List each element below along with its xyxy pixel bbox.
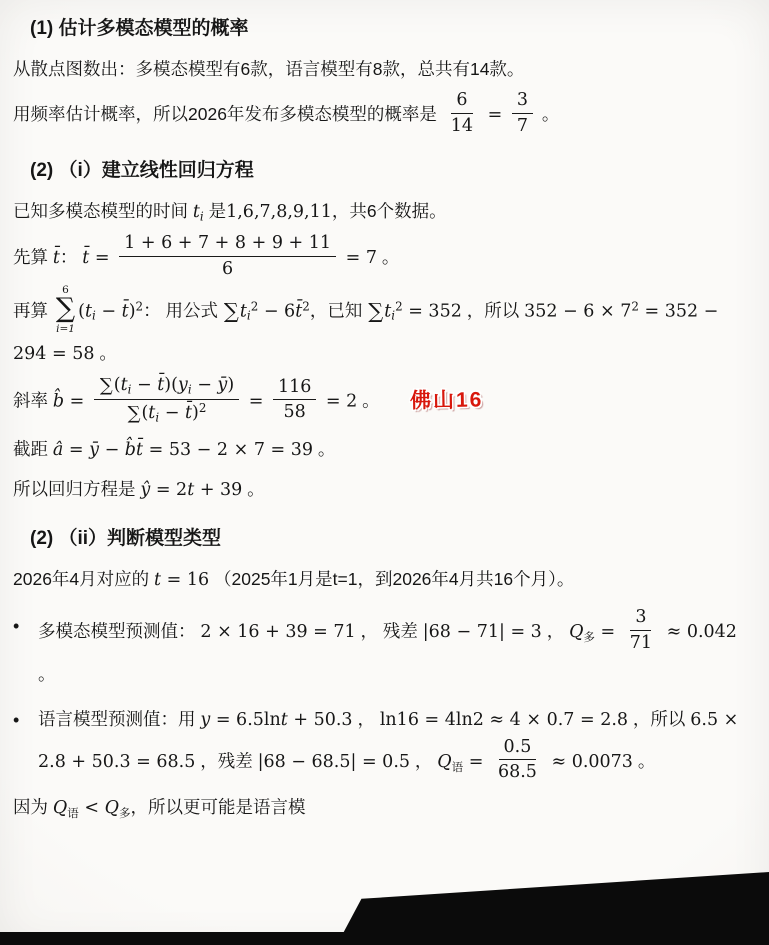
- text-run: 。: [313, 438, 336, 459]
- text-run: 。: [376, 247, 400, 268]
- math-subscript: i: [155, 410, 160, 425]
- fraction-numerator: [630, 606, 651, 631]
- sigma-sum-symbol: ∑: [223, 299, 239, 324]
- math-run: 6: [456, 90, 468, 111]
- math-variable: t: [384, 301, 392, 322]
- text-run: 再算: [13, 300, 53, 321]
- text-run: 。: [242, 478, 265, 499]
- text-run: ，残差: [195, 750, 258, 771]
- text-run: ，: [541, 620, 570, 641]
- math-variable: Q: [52, 798, 68, 819]
- math-variable: Q: [569, 621, 584, 642]
- math-run: (: [113, 375, 121, 396]
- math-superscript: 2: [250, 299, 259, 314]
- math-run: 71: [629, 632, 653, 653]
- math-run: 68.5: [497, 762, 537, 783]
- sigma-sum-symbol: ∑: [127, 402, 141, 424]
- bullet-marker: •: [13, 616, 20, 637]
- bullet-content: [38, 608, 755, 692]
- text-run: ：: [59, 247, 83, 268]
- math-variable: t̄: [52, 248, 60, 269]
- text-run: 。: [38, 663, 56, 684]
- math-run: =: [482, 105, 508, 126]
- text-run: ，所以: [461, 300, 525, 321]
- text-run: ，: [410, 750, 438, 771]
- math-run: = 6.5ln: [210, 709, 281, 730]
- math-subscript: i: [187, 382, 192, 397]
- fraction: [119, 232, 336, 281]
- math-run: ): [227, 375, 235, 396]
- math-run: 3: [516, 90, 529, 111]
- math-variable: y: [177, 375, 188, 396]
- math-run: (: [141, 402, 149, 423]
- math-run: = 352 − 294 = 58: [13, 301, 719, 365]
- fraction-denominator: [217, 257, 238, 281]
- fraction: [94, 374, 239, 426]
- math-variable: t: [187, 479, 195, 500]
- paragraph: [13, 562, 755, 598]
- text-run: 。: [94, 343, 117, 364]
- math-run: = 53 − 2 × 7 = 39: [143, 439, 314, 460]
- section-heading: [13, 156, 755, 186]
- text-run: (2) （ii）判断模型类型: [30, 527, 222, 549]
- text-run: 因为: [13, 797, 53, 818]
- fraction: [512, 89, 533, 138]
- math-variable: t̄: [295, 301, 303, 322]
- math-run: = 2: [320, 391, 358, 412]
- math-run: + 50.3: [287, 709, 353, 730]
- math-variable: t: [192, 202, 200, 223]
- text-run: 。: [537, 104, 560, 125]
- math-variable: t̄: [184, 402, 192, 423]
- math-subscript: 语: [451, 761, 464, 774]
- text-run: 截距: [13, 438, 53, 459]
- math-run: 7: [516, 116, 529, 137]
- math-subscript: 语: [67, 808, 79, 821]
- paragraph: [13, 790, 755, 826]
- math-variable: y: [200, 709, 211, 730]
- math-run: −: [159, 402, 185, 423]
- math-subscript: 多: [118, 808, 131, 821]
- math-run: 6: [222, 259, 234, 280]
- math-superscript: 2: [198, 400, 207, 415]
- text-run: 斜率: [13, 390, 53, 411]
- math-run: − 6: [258, 301, 296, 322]
- math-run: −: [131, 375, 158, 396]
- text-run: ， 残差: [355, 620, 423, 641]
- math-run: = 16: [161, 570, 210, 591]
- math-variable: â: [52, 439, 64, 460]
- math-superscript: 2: [631, 299, 639, 314]
- text-run: (2) （i）建立线性回归方程: [30, 159, 254, 181]
- math-subscript: i: [92, 308, 96, 323]
- red-stamp: 佛山16: [409, 387, 484, 413]
- math-run: = 2: [150, 479, 188, 500]
- fraction-numerator: [512, 89, 533, 114]
- bullet-content: [38, 702, 755, 787]
- math-variable: t̄: [82, 248, 90, 269]
- math-run: =: [243, 391, 269, 412]
- text-run: 。: [357, 390, 380, 411]
- math-run: −: [99, 439, 125, 460]
- math-variable: ȳ: [217, 375, 228, 396]
- text-run: ，共6个数据。: [331, 201, 447, 222]
- math-variable: t: [280, 709, 288, 730]
- math-subscript: i: [391, 308, 396, 323]
- math-run: ): [192, 402, 199, 423]
- math-subscript: i: [127, 382, 132, 397]
- math-run: ≈ 0.0073: [545, 751, 633, 772]
- text-run: ，所以更可能是语言模: [130, 797, 306, 818]
- math-run: = 352: [402, 301, 462, 322]
- math-run: 58: [283, 402, 306, 423]
- fraction-denominator: [493, 760, 542, 784]
- math-run: + 39: [194, 479, 243, 500]
- text-run: 用频率估计概率，所以2026年发布多模态模型的概率是: [13, 104, 442, 125]
- fraction: [273, 376, 316, 425]
- paragraph: [13, 91, 755, 140]
- math-superscript: 2: [302, 299, 310, 314]
- text-run: 。: [632, 750, 656, 771]
- math-run: ): [128, 301, 136, 322]
- paragraph: [13, 194, 755, 230]
- math-run: 2 × 16 + 39 = 71: [200, 621, 356, 642]
- sigma-sum-symbol: ∑: [99, 375, 113, 397]
- paragraph: [13, 432, 755, 468]
- math-variable: b̂: [124, 439, 136, 460]
- fraction-numerator: [273, 376, 316, 401]
- fraction-denominator: [446, 114, 478, 138]
- math-run: |68 − 68.5| = 0.5: [257, 751, 411, 772]
- math-run: (: [78, 301, 85, 322]
- text-run: （2025年1月是t=1，到2026年4月共16个月）。: [209, 569, 575, 590]
- sum-limit-part: ∑: [55, 293, 76, 325]
- paragraph: [13, 376, 755, 428]
- math-run: −: [95, 301, 122, 322]
- text-run: ： 用公式: [143, 300, 223, 321]
- math-run: 14: [450, 116, 474, 137]
- math-subscript: i: [199, 209, 204, 224]
- black-occlusion-wedge: [340, 872, 769, 939]
- paragraph: [13, 52, 755, 87]
- math-variable: t: [239, 301, 247, 322]
- sum-limit-part: 6: [62, 283, 69, 296]
- text-run: 从散点图数出：多模态模型有6款，语言模型有8款，总共有14款。: [13, 59, 525, 80]
- section-heading: [13, 524, 755, 554]
- math-run: )(: [164, 375, 178, 396]
- math-run: 1 + 6 + 7 + 8 + 9 + 11: [124, 233, 332, 254]
- math-run: 0.5: [503, 736, 532, 757]
- text-run: 已知多模态模型的时间: [13, 201, 193, 222]
- math-run: = 7: [340, 248, 377, 269]
- math-run: 116: [277, 376, 312, 397]
- text-run: ，所以: [628, 708, 691, 729]
- math-subscript: 多: [583, 631, 595, 644]
- math-subscript: i: [246, 308, 251, 323]
- text-run: ，: [352, 708, 380, 729]
- math-run: ≈ 0.042: [661, 621, 737, 642]
- math-variable: b̂: [52, 391, 65, 412]
- math-variable: t: [120, 375, 128, 396]
- bullet-marker: •: [13, 709, 20, 730]
- math-variable: t̄: [121, 301, 129, 322]
- fraction: [446, 89, 478, 138]
- text-run: 语言模型预测值：用: [38, 708, 201, 729]
- math-run: =: [63, 439, 90, 460]
- math-variable: t: [148, 402, 156, 423]
- math-run: ln16 = 4ln2 ≈ 4 × 0.7 = 2.8: [379, 709, 629, 730]
- text-run: 2026年4月对应的: [13, 569, 155, 590]
- sum-limit-part: i=1: [56, 322, 75, 335]
- math-run: |68 − 71| = 3: [422, 621, 542, 642]
- sigma-sum-symbol: [56, 285, 75, 334]
- math-variable: Q: [437, 751, 452, 772]
- math-superscript: 2: [395, 299, 403, 314]
- math-run: =: [64, 391, 90, 412]
- math-variable: t: [84, 301, 93, 322]
- fraction-numerator: [451, 89, 472, 114]
- bullet-item: [13, 608, 755, 692]
- bullet-item: [13, 702, 755, 787]
- math-superscript: 2: [135, 299, 144, 314]
- sigma-sum-symbol: ∑: [368, 299, 384, 324]
- fraction: [493, 736, 542, 785]
- math-run: 3: [635, 607, 647, 628]
- text-run: ，已知: [309, 300, 368, 321]
- math-variable: t: [154, 570, 162, 591]
- black-bottom-bar: [0, 932, 769, 945]
- text-run: (1) 估计多模态模型的概率: [30, 18, 249, 39]
- paragraph: [13, 283, 755, 372]
- math-run: −: [191, 375, 218, 396]
- fraction-numerator: [119, 232, 336, 257]
- fraction-denominator: [625, 631, 657, 655]
- math-run: =: [463, 751, 489, 772]
- fraction-numerator: [94, 374, 239, 400]
- fraction: [625, 606, 657, 655]
- paragraph: [13, 472, 755, 508]
- paragraph: [13, 234, 755, 283]
- text-run: 先算: [13, 247, 53, 268]
- section-heading: [13, 14, 755, 44]
- math-variable: t̄: [157, 375, 165, 396]
- fraction-denominator: [279, 400, 311, 424]
- fraction-denominator: [122, 400, 212, 426]
- math-run: 6.5 × 2.8 + 50.3 = 68.5: [38, 709, 739, 772]
- fraction-denominator: [512, 114, 533, 138]
- math-variable: ŷ: [140, 479, 151, 500]
- math-variable: t̄: [136, 439, 144, 460]
- math-variable: Q: [104, 798, 119, 819]
- fraction-numerator: [499, 736, 537, 761]
- text-run: 所以回归方程是: [13, 478, 141, 499]
- math-variable: ȳ: [89, 439, 99, 460]
- text-run: 是: [203, 201, 227, 222]
- math-run: <: [78, 798, 105, 819]
- math-run: 1,6,7,8,9,11: [226, 202, 332, 223]
- math-run: =: [594, 621, 621, 642]
- text-run: 多模态模型预测值：: [38, 620, 201, 641]
- math-run: =: [89, 248, 116, 269]
- math-run: 352 − 6 × 7: [524, 301, 632, 322]
